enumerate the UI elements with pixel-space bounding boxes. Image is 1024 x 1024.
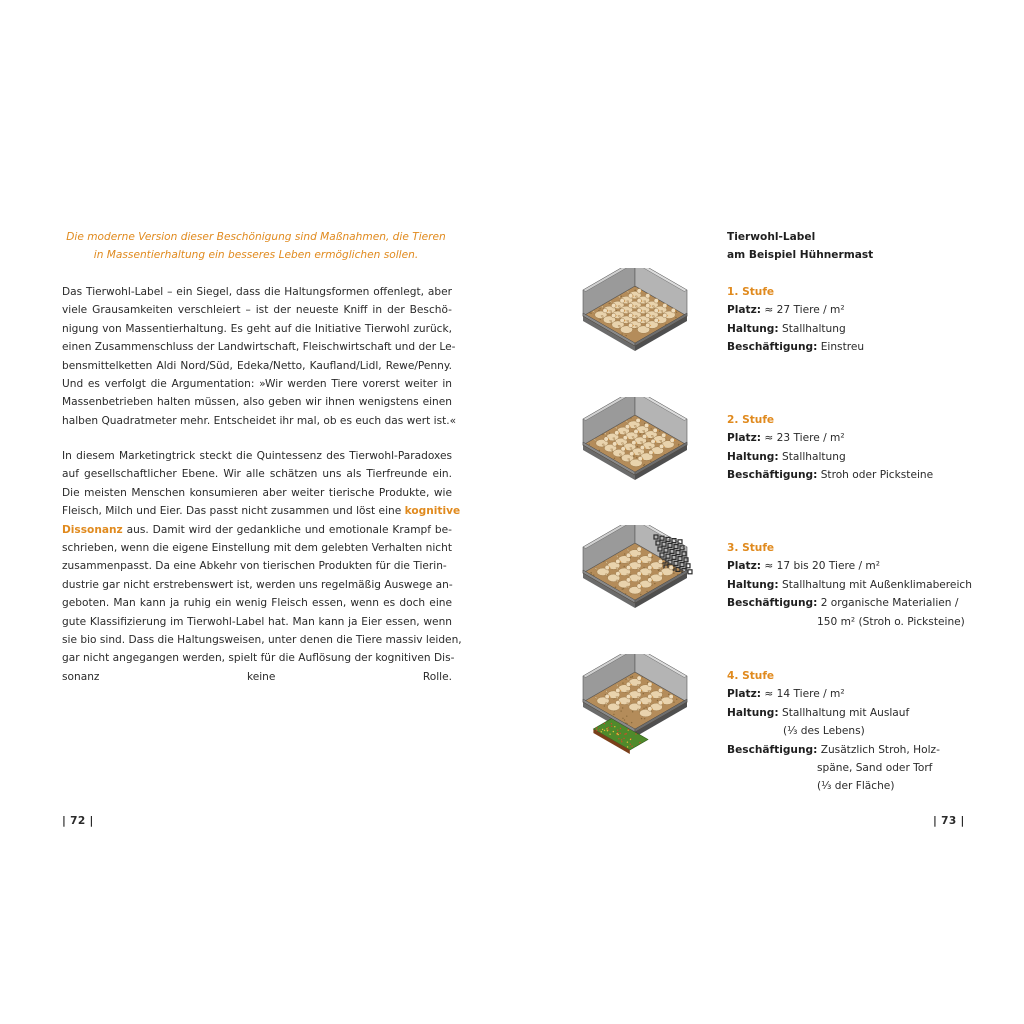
- stage-3-details: [727, 539, 997, 631]
- text-line: Das Tierwohl-Label – ein Siegel, dass die Haltungsformen offenlegt, aber: [62, 286, 452, 298]
- legend-title-line: am Beispiel Hühnermast: [727, 249, 874, 262]
- stage-3-barn-illustration: [570, 525, 700, 645]
- text-line: [62, 521, 452, 539]
- stage-title: 1. Stufe: [727, 286, 775, 298]
- text-line: In diesem Marketingtrick steckt die Quintessenz des Tierwohl-Paradoxes: [62, 450, 452, 462]
- text-line: dustrie gar nicht erstrebenswert ist, werden uns regelmäßig Auswege an-: [62, 578, 453, 591]
- platz-row: [727, 301, 997, 319]
- platz-value: ≈ 14 Tiere / m²: [764, 688, 845, 701]
- barn-drawing: [583, 525, 692, 608]
- stage-1-barn-illustration: [570, 268, 700, 388]
- text-line: zusammenpasst. Da eine Abkehr von tierischen Produkten für die Tierin-: [62, 560, 447, 573]
- haltung-value: Stallhaltung: [782, 322, 846, 335]
- platz-label: Platz:: [727, 560, 762, 573]
- beschaeftigung-label: Beschäftigung:: [727, 743, 818, 756]
- stage-title: 2. Stufe: [727, 414, 775, 426]
- beschaeftigung-value: 2 organische Materialien /: [820, 597, 959, 610]
- haltung-continuation: (⅓ des Lebens): [783, 725, 865, 738]
- haltung-row: [727, 704, 997, 722]
- stage-title: 3. Stufe: [727, 542, 775, 554]
- text-line: Die meisten Menschen konsumieren aber weiter tierische Produkte, wie: [62, 486, 452, 499]
- beschaeftigung-label: Beschäftigung:: [727, 597, 818, 610]
- beschaeftigung-value: Zusätzlich Stroh, Holz-: [820, 743, 940, 756]
- stage-4-barn-illustration: [570, 654, 700, 774]
- barn-drawing: [583, 654, 687, 754]
- haltung-label: Haltung:: [727, 578, 779, 591]
- beschaeftigung-continuation: späne, Sand oder Torf: [817, 762, 933, 775]
- text-line: Massenbetrieben halten müssen, also geben wir ihnen wenigstens einen: [62, 396, 452, 409]
- text-line: schrieben, wenn die eigene Einstellung mit dem gelebten Verhalten nicht: [62, 541, 452, 554]
- text-line: [62, 686, 452, 704]
- body-paragraph-2: [62, 447, 462, 704]
- pull-quote: [62, 228, 450, 265]
- text-line: [62, 502, 461, 520]
- highlight-term: kognitive: [404, 505, 461, 518]
- page-number-left: | 72 |: [62, 815, 94, 827]
- haltung-label: Haltung:: [727, 322, 779, 335]
- stage-4-details: [727, 667, 997, 796]
- beschaeftigung-row: [727, 466, 997, 484]
- text-line: auf gesellschaftlicher Ebene. Wir alle schätzen uns als Tierfreunde ein.: [62, 468, 452, 481]
- stage-2-details: [727, 411, 997, 485]
- text-line: viele Grausamkeiten verschleiert – ist der neueste Kniff in der Beschö-: [62, 304, 452, 317]
- text-line: gute Klassifizierung im Tierwohl-Label hat. Man kann ja Eier essen, wenn: [62, 615, 452, 628]
- beschaeftigung-continuation: 150 m² (Stroh o. Picksteine): [817, 615, 965, 628]
- pull-quote-line: in Massentierhaltung ein besseres Leben ermöglichen sollen.: [93, 249, 419, 262]
- beschaeftigung-label: Beschäftigung:: [727, 469, 818, 482]
- barn-drawing: [583, 268, 687, 351]
- text-line: geboten. Man kann ja ruhig ein wenig Fleisch essen, wenn es doch eine: [62, 597, 452, 610]
- platz-row: [727, 685, 997, 703]
- stage-title: 4. Stufe: [727, 670, 775, 682]
- haltung-label: Haltung:: [727, 706, 779, 719]
- haltung-value: Stallhaltung mit Auslauf: [782, 706, 910, 719]
- haltung-label: Haltung:: [727, 450, 779, 463]
- haltung-row: [727, 448, 997, 466]
- stage-1-details: [727, 283, 997, 357]
- platz-value: ≈ 17 bis 20 Tiere / m²: [764, 560, 881, 573]
- platz-row: [727, 557, 997, 575]
- pull-quote-line: Die moderne Version dieser Beschönigung sind Maßnahmen, die Tieren: [66, 231, 446, 243]
- text-line: einen Zusammenschluss der Landwirtschaft, Fleischwirtschaft und der Le-: [62, 341, 456, 354]
- platz-value: ≈ 23 Tiere / m²: [764, 432, 845, 445]
- text-line: halben Quadratmeter mehr. Entscheidet ihr mal, ob es euch das wert ist.«: [62, 414, 457, 427]
- beschaeftigung-row: [727, 594, 997, 612]
- platz-label: Platz:: [727, 304, 762, 317]
- beschaeftigung-value: Einstreu: [820, 341, 865, 354]
- body-paragraph-1: [62, 283, 457, 430]
- text-line: sonanz keine Rolle.: [62, 670, 452, 683]
- haltung-row: [727, 576, 997, 594]
- beschaeftigung-row: [727, 741, 997, 759]
- platz-label: Platz:: [727, 432, 762, 445]
- highlight-term: Dissonanz: [62, 523, 123, 536]
- page-number-right: | 73 |: [933, 815, 965, 827]
- text-line: nigung von Massentierhaltung. Es geht auf die Initiative Tierwohl zurück,: [62, 322, 452, 335]
- platz-label: Platz:: [727, 688, 762, 701]
- barn-drawing: [583, 397, 687, 480]
- haltung-value: Stallhaltung: [782, 450, 846, 463]
- platz-row: [727, 429, 997, 447]
- haltung-row: [727, 320, 997, 338]
- text-run: Fleisch, Milch und Eier. Das passt nicht zusammen und löst eine: [62, 505, 405, 518]
- beschaeftigung-value: Stroh oder Picksteine: [820, 469, 934, 482]
- text-line: sie bio sind. Dass die Haltungsweisen, unter denen die Tiere massiv leiden,: [62, 633, 462, 646]
- stage-2-barn-illustration: [570, 397, 700, 517]
- beschaeftigung-continuation: (⅓ der Fläche): [817, 780, 895, 793]
- text-line: bensmittelketten Aldi Nord/Süd, Edeka/Netto, Kaufland/Lidl, Rewe/Penny.: [62, 359, 452, 372]
- legend-title-line: Tierwohl-Label: [727, 231, 816, 243]
- text-run: aus. Damit wird der gedankliche und emotionale Krampf be-: [122, 523, 452, 536]
- text-line: Und es verfolgt die Argumentation: »Wir werden Tiere vorerst weiter in: [62, 377, 452, 390]
- platz-value: ≈ 27 Tiere / m²: [764, 304, 845, 317]
- haltung-value: Stallhaltung mit Außenklimabereich: [782, 578, 972, 591]
- beschaeftigung-label: Beschäftigung:: [727, 341, 818, 354]
- beschaeftigung-row: [727, 338, 997, 356]
- legend-title: [727, 228, 873, 265]
- text-line: gar nicht angegangen werden, spielt für die Auflösung der kognitiven Dis-: [62, 652, 455, 665]
